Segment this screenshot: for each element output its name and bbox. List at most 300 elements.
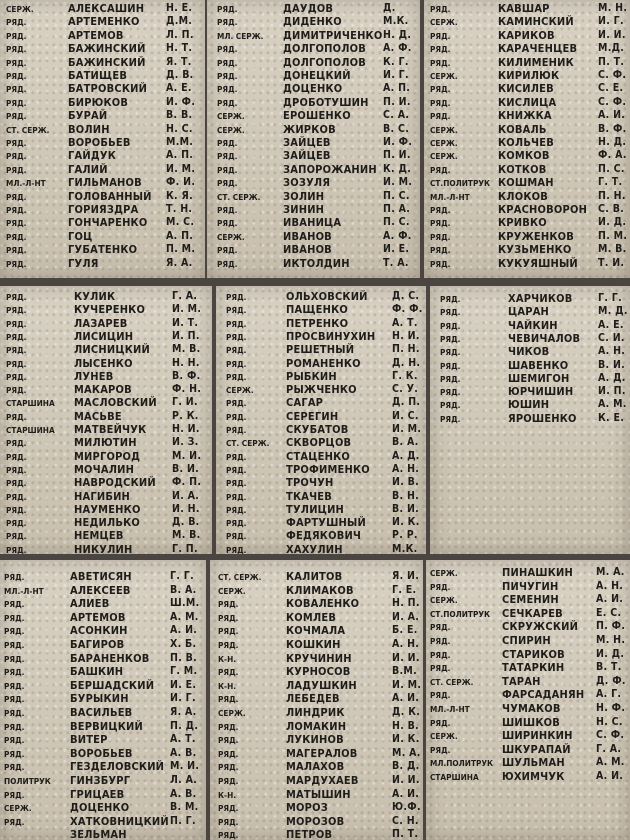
initials: И. А. xyxy=(172,489,200,502)
initials: Л. А. xyxy=(170,774,198,786)
rank-label: МЛ.-Л-НТ xyxy=(4,585,44,596)
initials: С. В. xyxy=(598,203,625,215)
initials: И. Н. xyxy=(172,502,200,515)
rank-label: РЯД. xyxy=(217,164,238,175)
initials: Х. Б. xyxy=(170,638,197,650)
initials: М. Н. xyxy=(596,634,626,646)
name-entry xyxy=(207,109,420,122)
surname: ЗАЙЦЕВ xyxy=(283,149,331,163)
rank-label: ПОЛИТРУК xyxy=(4,776,51,786)
surname: ЕРОШЕНКО xyxy=(283,109,351,123)
surname: КАМИНСКИЙ xyxy=(498,15,574,29)
surname: МОРОЗ xyxy=(286,801,328,815)
initials: И. М. xyxy=(172,303,202,316)
name-entry xyxy=(0,543,212,554)
name-entry xyxy=(210,760,423,773)
initials: Н. С. xyxy=(166,122,193,135)
surname: БУРАЙ xyxy=(68,109,108,123)
initials: П. М. xyxy=(166,243,196,256)
rank-label: РЯД. xyxy=(6,385,27,396)
surname: КАРИКОВ xyxy=(498,28,555,42)
surname: КОТКОВ xyxy=(498,162,547,176)
initials: А. И. xyxy=(596,593,624,606)
name-entry xyxy=(430,385,630,398)
name-entry xyxy=(207,230,420,243)
initials: В. М. xyxy=(170,801,199,814)
rank-label: СЕРЖ. xyxy=(430,17,458,28)
surname: ЛУКИНОВ xyxy=(286,733,344,747)
name-entry xyxy=(426,648,630,661)
name-entry xyxy=(0,176,205,189)
surname: ФАРТУШНЫЙ xyxy=(286,516,366,530)
name-entry xyxy=(0,243,205,256)
rank-label: РЯД. xyxy=(217,258,238,269)
initials: К. Е. xyxy=(598,411,625,424)
surname: ГУЛЯ xyxy=(68,256,99,270)
rank-label: РЯД. xyxy=(6,191,27,202)
name-entry xyxy=(0,56,205,69)
surname: ЗАПОРОЖАНИН xyxy=(283,162,377,176)
initials: С. Н. xyxy=(392,814,419,827)
surname: ЗОЗУЛЯ xyxy=(283,176,331,190)
initials: Д.М. xyxy=(166,15,193,28)
rank-label: СТ. СЕРЖ. xyxy=(218,572,262,582)
name-entry xyxy=(424,109,630,122)
rank-label: РЯД. xyxy=(430,111,451,122)
initials: А. И. xyxy=(170,624,198,637)
name-entry xyxy=(0,815,206,828)
rank-label: МЛ.ПОЛИТРУК xyxy=(430,758,494,769)
surname: БАЖИНСКИЙ xyxy=(68,42,146,56)
initials: М.М. xyxy=(166,136,194,148)
initials: Г. Е. xyxy=(392,583,417,596)
name-entry xyxy=(0,747,206,760)
surname: КОВАЛЕНКО xyxy=(286,597,360,611)
surname: ПЕТРОВ xyxy=(286,828,333,840)
name-entry xyxy=(0,436,212,449)
surname: ЧЕВИЧАЛОВ xyxy=(508,331,581,345)
rank-label: РЯД. xyxy=(440,307,461,318)
surname: РЫЖЧЕНКО xyxy=(286,383,357,397)
surname: КУРНОСОВ xyxy=(286,665,351,679)
name-entry xyxy=(210,624,423,637)
name-entry xyxy=(0,123,205,136)
name-entry xyxy=(210,828,423,840)
rank-label: РЯД. xyxy=(6,258,27,269)
initials: В. В. xyxy=(166,109,193,122)
surname: ГОРИЯЗДРА xyxy=(68,203,139,216)
rank-label: РЯД. xyxy=(430,44,451,55)
rank-label: РЯД. xyxy=(6,164,27,175)
rank-label: РЯД. xyxy=(6,518,27,529)
initials: А. Н. xyxy=(598,345,626,358)
initials: М. Н. xyxy=(598,2,628,14)
surname: МАСЛОВСКИЙ xyxy=(74,396,157,410)
name-entry xyxy=(426,607,630,620)
surname: КИРИЛЮК xyxy=(498,69,560,82)
surname: ГЕЗДЕЛОВСКИЙ xyxy=(70,760,165,774)
rank-label: РЯД. xyxy=(217,57,238,68)
surname: ТАТАРКИН xyxy=(502,661,565,675)
name-entry xyxy=(216,529,426,542)
rank-label: РЯД. xyxy=(226,331,247,342)
rank-label: РЯД. xyxy=(6,358,27,369)
name-entry xyxy=(0,149,205,162)
initials: Р. Р. xyxy=(392,529,418,542)
initials: Н. Ф. xyxy=(596,702,626,714)
surname: ДОЦЕНКО xyxy=(70,801,130,815)
surname: ЛЫСЕНКО xyxy=(74,356,133,370)
initials: А. И. xyxy=(598,109,626,122)
rank-label: РЯД. xyxy=(6,318,27,329)
name-entry xyxy=(210,815,423,828)
rank-label: РЯД. xyxy=(226,425,247,435)
initials: С. Ф. xyxy=(598,95,627,108)
surname: ЮРЧИШИН xyxy=(508,385,574,399)
name-entry xyxy=(430,332,630,345)
initials: И. Г. xyxy=(383,69,409,81)
initials: А. В. xyxy=(170,746,197,759)
surname: НЕДИЛЬКО xyxy=(74,516,140,530)
name-entry xyxy=(207,56,420,69)
initials: В. С. xyxy=(383,122,410,135)
initials: И. Т. xyxy=(172,316,199,329)
initials: А. И. xyxy=(392,787,420,800)
name-entry xyxy=(207,2,420,15)
initials: П. Н. xyxy=(392,343,420,356)
surname: ХАХУЛИН xyxy=(286,542,343,554)
initials: И. С. xyxy=(392,409,419,422)
rank-label: РЯД. xyxy=(218,762,239,773)
rank-label: РЯД. xyxy=(217,218,238,229)
rank-label: РЯД. xyxy=(6,245,27,256)
rank-label: РЯД. xyxy=(4,626,25,637)
rank-label: РЯД. xyxy=(440,400,461,411)
name-entry xyxy=(0,303,212,316)
name-entry xyxy=(424,96,630,109)
surname: ЖИРКОВ xyxy=(283,122,336,136)
name-entry xyxy=(424,123,630,136)
initials: А. Г. xyxy=(596,688,622,701)
rank-label: СЕРЖ. xyxy=(217,111,245,122)
rank-label: РЯД. xyxy=(226,411,247,422)
initials: И. М. xyxy=(392,678,422,691)
rank-label: РЯД. xyxy=(218,599,239,610)
rank-label: РЯД. xyxy=(4,599,25,610)
name-entry xyxy=(0,216,205,229)
rank-label: СЕРЖ. xyxy=(226,385,254,396)
surname: ЛИСИЦИН xyxy=(74,329,134,343)
rank-label: СТ. СЕРЖ. xyxy=(6,124,50,135)
initials: И. Д. xyxy=(596,647,625,660)
rank-label: РЯД. xyxy=(218,830,239,840)
rank-label: РЯД. xyxy=(430,744,451,755)
surname: СПИРИН xyxy=(502,634,551,647)
name-entry xyxy=(424,190,630,203)
surname: ЛИСНИЦКИЙ xyxy=(74,343,150,357)
initials: С. И. xyxy=(598,331,625,344)
rank-label: РЯД. xyxy=(218,735,239,746)
rank-label: РЯД. xyxy=(217,44,238,55)
initials: И. М. xyxy=(383,176,413,189)
initials: Б. Е. xyxy=(392,624,418,637)
initials: Ф. А. xyxy=(598,149,627,162)
surname: КОМЛЕВ xyxy=(286,610,337,624)
rank-label: РЯД. xyxy=(6,451,27,462)
surname: ГРИЦАЕВ xyxy=(70,787,125,801)
initials: А. И. xyxy=(596,770,624,782)
name-entry xyxy=(216,516,426,529)
initials: И. В. xyxy=(392,476,420,489)
surname: ТРОЧУН xyxy=(286,476,334,490)
surname: ГОНЧАРЕНКО xyxy=(68,216,148,230)
initials: И. П. xyxy=(598,385,626,398)
initials: А. Т. xyxy=(392,316,418,329)
initials: Ф. Ф. xyxy=(392,303,423,316)
name-entry xyxy=(0,679,206,692)
initials: П. Т. xyxy=(392,828,419,840)
initials: В. Д. xyxy=(392,760,420,773)
initials: И. Г. xyxy=(598,15,624,28)
rank-label: РЯД. xyxy=(217,84,238,95)
initials: И. Ф. xyxy=(383,136,413,148)
memorial-slab xyxy=(210,560,423,840)
rank-label: РЯД. xyxy=(6,57,27,68)
surname: МОРОЗОВ xyxy=(286,814,345,828)
rank-label: РЯД. xyxy=(430,690,451,701)
rank-label: РЯД. xyxy=(6,292,27,302)
name-entry xyxy=(216,450,426,463)
rank-label: РЯД. xyxy=(226,292,247,302)
rank-label: РЯД. xyxy=(440,294,461,304)
name-entry xyxy=(430,398,630,411)
name-entry xyxy=(207,42,420,55)
rank-label: СЕРЖ. xyxy=(430,71,458,81)
name-entry xyxy=(426,566,630,579)
name-entry xyxy=(210,665,423,678)
initials: П. Ф. xyxy=(596,620,626,633)
name-entry xyxy=(0,383,212,396)
name-entry xyxy=(216,303,426,316)
rank-label: РЯД. xyxy=(218,776,239,786)
initials: П. С. xyxy=(383,216,410,229)
name-entry xyxy=(426,770,630,783)
name-entry xyxy=(426,620,630,633)
initials: Г. П. xyxy=(172,542,198,554)
initials: П. Г. xyxy=(170,814,196,827)
rank-label: РЯД. xyxy=(430,231,451,242)
initials: П. Н. xyxy=(598,189,626,202)
initials: Е. С. xyxy=(596,606,622,619)
rank-label: МЛ. СЕРЖ. xyxy=(217,30,264,41)
rank-label: РЯД. xyxy=(440,320,461,331)
initials: Л. П. xyxy=(166,28,194,41)
initials: Н. Т. xyxy=(166,42,193,55)
initials: В. И. xyxy=(598,358,626,371)
initials: Д. xyxy=(383,2,396,14)
rank-label: РЯД. xyxy=(6,97,27,108)
rank-label: РЯД. xyxy=(6,464,27,475)
surname: СЕРЕГИН xyxy=(286,409,339,423)
rank-label: РЯД. xyxy=(6,138,27,148)
rank-label: РЯД. xyxy=(440,333,461,344)
surname: АСОНКИН xyxy=(70,624,128,638)
initials: П. И. xyxy=(383,95,411,108)
name-entry xyxy=(216,436,426,449)
surname: СТАРИКОВ xyxy=(502,647,565,661)
rank-label: РЯД. xyxy=(4,816,25,827)
surname: ВАСИЛЬЕВ xyxy=(70,706,133,719)
rank-label: РЯД. xyxy=(4,680,25,691)
rank-label: РЯД. xyxy=(430,649,451,660)
surname: ЛЕБЕДЕВ xyxy=(286,692,340,706)
rank-label: РЯД. xyxy=(218,721,239,732)
rank-label: СТАРШИНА xyxy=(6,425,55,435)
name-entry xyxy=(426,688,630,701)
initials: А. М. xyxy=(598,398,627,411)
name-entry xyxy=(216,503,426,516)
initials: Г. Г. xyxy=(598,292,623,304)
name-entry xyxy=(0,190,205,203)
initials: П. Т. xyxy=(598,55,625,68)
rank-label: РЯД. xyxy=(6,71,27,81)
surname: КОЧМАЛА xyxy=(286,624,346,638)
rank-label: СЕРЖ. xyxy=(217,124,245,135)
surname: СЕЧКАРЕВ xyxy=(502,606,563,620)
name-entry xyxy=(0,203,205,216)
surname: ЛАДУШКИН xyxy=(286,678,357,692)
name-entry xyxy=(210,611,423,624)
surname: МАКАРОВ xyxy=(74,383,132,397)
surname: БАЖИНСКИЙ xyxy=(68,55,146,69)
surname: КУЗЬМЕНКО xyxy=(498,243,572,257)
surname: ТАРАН xyxy=(502,674,541,688)
name-entry xyxy=(424,2,630,15)
rank-label: СЕРЖ. xyxy=(4,803,32,814)
name-entry xyxy=(210,679,423,692)
name-entry xyxy=(0,570,206,583)
rank-label: РЯД. xyxy=(4,640,25,650)
initials: В. Ф. xyxy=(172,369,201,382)
name-entry xyxy=(424,230,630,243)
initials: М.Д. xyxy=(598,42,625,55)
name-entry xyxy=(424,176,630,189)
initials: И. Е. xyxy=(170,678,197,691)
surname: КАРАЧЕНЦЕВ xyxy=(498,42,578,56)
rank-label: РЯД. xyxy=(226,358,247,369)
initials: П. Д. xyxy=(170,719,199,732)
surname: НАУМЕНКО xyxy=(74,502,141,516)
surname: НИКУЛИН xyxy=(74,542,133,554)
initials: Я. Т. xyxy=(166,55,192,68)
initials: И. К. xyxy=(392,516,420,529)
initials: С. А. xyxy=(383,109,410,122)
name-entry xyxy=(207,123,420,136)
name-entry xyxy=(216,490,426,503)
surname: РЕШЕТНЫЙ xyxy=(286,343,355,357)
name-entry xyxy=(0,584,206,597)
initials: Я. И. xyxy=(392,570,420,582)
surname: ЛУНЕВ xyxy=(74,369,114,383)
rank-label: РЯД. xyxy=(226,518,247,529)
rank-label: РЯД. xyxy=(226,371,247,382)
surname: ВОЛИН xyxy=(68,122,110,136)
initials: А. Н. xyxy=(392,638,420,650)
surname: ЗОЛИН xyxy=(283,189,325,203)
name-entry xyxy=(430,305,630,318)
surname: НАГИБИН xyxy=(74,489,131,503)
name-entry xyxy=(216,463,426,476)
name-entry xyxy=(430,372,630,385)
surname: КРУЧИНИН xyxy=(286,651,352,665)
rank-label: РЯД. xyxy=(218,667,239,678)
initials: И. П. xyxy=(172,329,200,342)
surname: КОМКОВ xyxy=(498,149,550,163)
name-entry xyxy=(0,330,212,343)
name-entry xyxy=(0,396,212,409)
name-entry xyxy=(0,69,205,82)
rank-label: РЯД. xyxy=(218,626,239,637)
surname: АЛЕКСАШИН xyxy=(68,2,145,15)
surname: ИВАНОВ xyxy=(283,243,332,257)
initials: Д. Ф. xyxy=(596,674,626,687)
name-entry xyxy=(216,357,426,370)
name-entry xyxy=(0,597,206,610)
initials: Н. С. xyxy=(596,715,623,728)
initials: Ю.Ф. xyxy=(392,801,421,814)
rank-label: РЯД. xyxy=(4,612,25,623)
initials: М. И. xyxy=(172,449,202,462)
rank-label: СЕРЖ. xyxy=(430,138,458,148)
surname: САГАР xyxy=(286,396,324,410)
surname: КИЛИМЕНИК xyxy=(498,55,574,69)
rank-label: РЯД. xyxy=(440,360,461,371)
name-entry xyxy=(424,29,630,42)
name-entry xyxy=(207,29,420,42)
surname: ДРОБОТУШИН xyxy=(283,95,369,109)
rank-label: СТ.ПОЛИТРУК xyxy=(430,178,491,189)
rank-label: РЯД. xyxy=(218,694,239,705)
initials: А. Т. xyxy=(170,733,196,746)
surname: НАВРОДСКИЙ xyxy=(74,476,156,490)
rank-label: РЯД. xyxy=(218,803,239,814)
initials: С. Ф. xyxy=(598,69,627,81)
surname: АРТЕМОВ xyxy=(70,610,126,624)
initials: В. А. xyxy=(170,583,197,596)
name-entry xyxy=(426,756,630,769)
initials: В. Ф. xyxy=(598,122,627,135)
initials: А. Е. xyxy=(598,318,624,331)
name-entry xyxy=(0,257,205,270)
initials: В.М. xyxy=(392,665,417,678)
initials: Ф. П. xyxy=(172,476,202,489)
name-entry xyxy=(0,42,205,55)
rank-label: РЯД. xyxy=(430,717,451,728)
memorial-slab xyxy=(426,560,630,840)
surname: ДИМИТРИЧЕНКО xyxy=(283,28,383,42)
rank-label: РЯД. xyxy=(440,387,461,398)
initials: Н. Д. xyxy=(598,136,627,148)
rank-label: РЯД. xyxy=(430,205,451,215)
name-entry xyxy=(424,149,630,162)
initials: А. В. xyxy=(170,787,197,800)
name-entry xyxy=(0,343,212,356)
name-entry xyxy=(0,136,205,149)
rank-label: РЯД. xyxy=(430,164,451,175)
rank-label: К-Н. xyxy=(218,653,237,664)
name-entry xyxy=(0,720,206,733)
name-entry xyxy=(210,720,423,733)
